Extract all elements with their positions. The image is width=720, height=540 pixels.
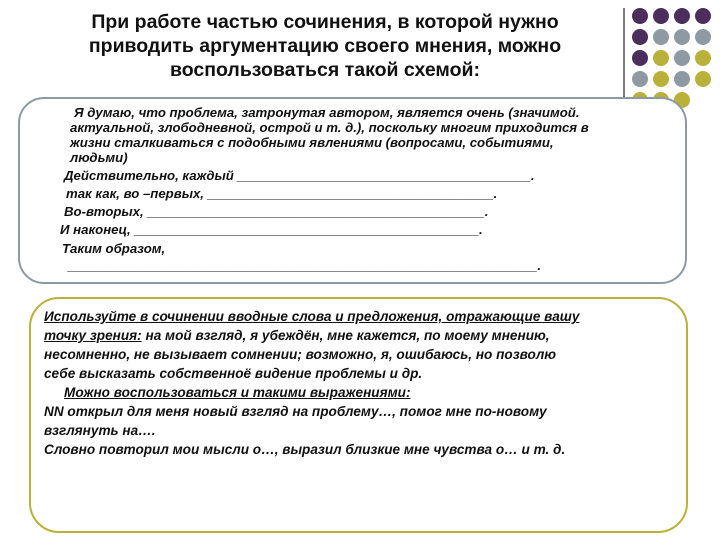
advice-line: взглянуть на…. [44,423,156,438]
advice-heading: Используйте в сочинении вводные слова и предложения, отражающие вашу [44,309,580,324]
scheme-line: Действительно, каждый ________________________________________. [64,168,535,183]
scheme-line: И наконец, _______________________________________________. [60,222,483,237]
advice-line: несомненно, не вызывает сомнении; возможно, я, ошибаюсь, но позволю [44,347,557,362]
decor-dot [695,71,711,87]
advice-text: на мой взгляд, я убеждён, мне кажется, по моему мнению, [141,328,550,343]
decor-dot [674,8,690,24]
decor-dot [632,50,648,66]
advice-line: себе высказать собственноё видение проблемы и др. [44,366,423,381]
scheme-line: Во-вторых, ______________________________________________. [64,204,489,219]
expressions-heading: Можно воспользоваться и такими выражениями: [64,385,411,400]
decor-dot [653,50,669,66]
scheme-line: ________________________________________________________________. [68,258,542,273]
advice-heading-end: точку зрения: [44,328,142,343]
decor-dot [674,29,690,45]
decor-dot [653,8,669,24]
scheme-line: людьми) [70,150,128,165]
decor-dot [695,8,711,24]
decor-dot [653,71,669,87]
slide-title [40,10,610,82]
advice-line: NN открыл для меня новый взгляд на проблему…, помог мне по-новому [44,404,547,419]
scheme-line: Я думаю, что проблема, затронутая автором, является очень (значимой. [74,105,580,120]
scheme-line: актуальной, злободневной, острой и т. д.), поскольку многим приходится в [70,120,589,135]
decor-dot [695,50,711,66]
title-line: воспользоваться такой схемой: [170,59,480,81]
scheme-line: так как, во –первых, _______________________________________. [66,186,498,201]
decor-dot [632,71,648,87]
decor-dot [674,50,690,66]
scheme-line: жизни сталкиваться с подобными явлениями (вопросами, событиями, [70,135,554,150]
decor-dot [695,29,711,45]
title-line: приводить аргументацию своего мнения, можно [88,35,562,57]
scheme-line: Таким образом, [62,241,166,256]
decor-dot [674,71,690,87]
decor-dot [632,8,648,24]
decor-dot [632,29,648,45]
decor-dot [653,29,669,45]
advice-line: Словно повторил мои мысли о…, выразил близкие мне чувства о… и т. д. [44,442,566,457]
title-line: При работе частью сочинения, в которой нужно [91,11,559,33]
advice-line [44,326,550,345]
